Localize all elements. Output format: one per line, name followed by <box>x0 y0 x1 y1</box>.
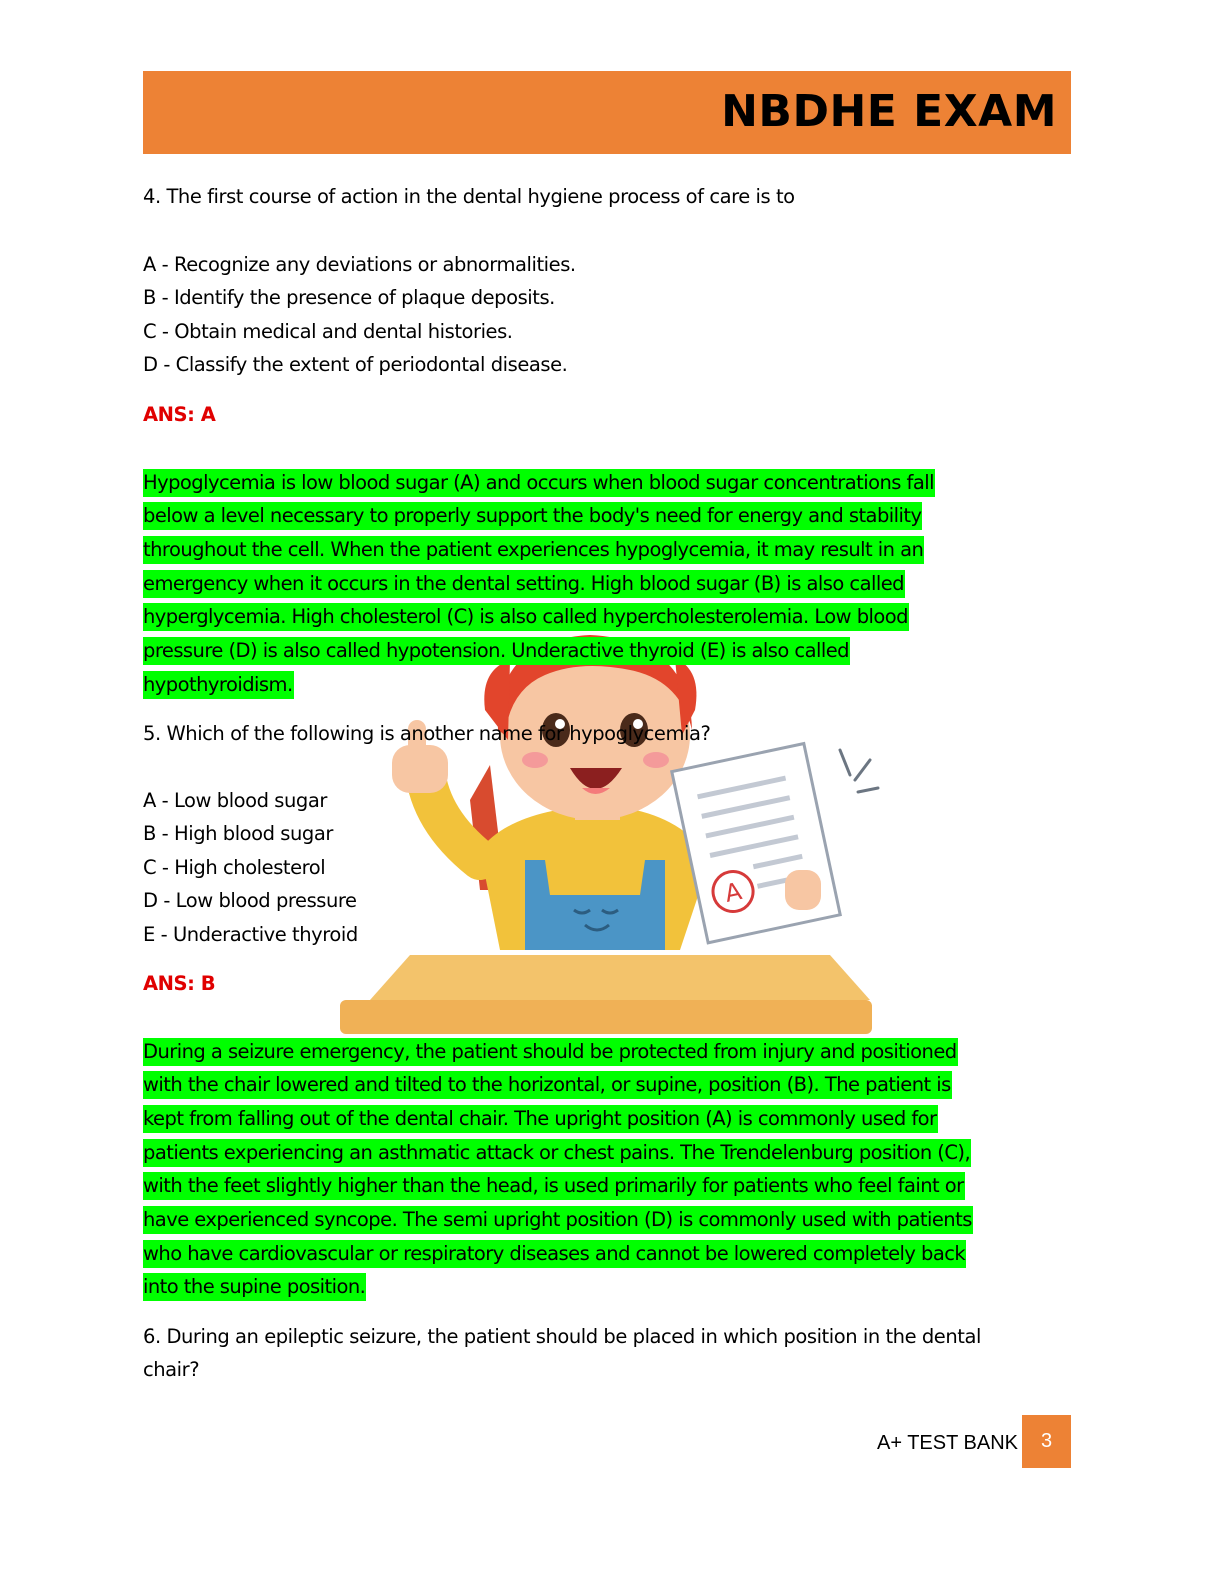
question-6-continued: chair? <box>143 1358 200 1381</box>
question-6: 6. During an epileptic seizure, the patient should be placed in which position in the dental <box>143 1325 981 1348</box>
rationale-line: have experienced syncope. The semi upright position (D) is commonly used with patients <box>143 1206 973 1234</box>
rationale-line: who have cardiovascular or respiratory diseases and cannot be lowered completely back <box>143 1240 966 1268</box>
rationale-line: below a level necessary to properly support the body's need for energy and stability <box>143 502 922 530</box>
rationale-line: throughout the cell. When the patient experiences hypoglycemia, it may result in an <box>143 536 924 564</box>
footer-label: A+ TEST BANK <box>877 1432 1018 1454</box>
option-e: E - Underactive thyroid <box>143 923 358 946</box>
rationale-line: kept from falling out of the dental chair. The upright position (A) is commonly used for <box>143 1105 938 1133</box>
option-a: A - Recognize any deviations or abnormalities. <box>143 253 576 276</box>
header-bar <box>143 71 1071 154</box>
option-a: A - Low blood sugar <box>143 789 327 812</box>
rationale-line: emergency when it occurs in the dental setting. High blood sugar (B) is also called <box>143 570 905 598</box>
question-4: 4. The first course of action in the dental hygiene process of care is to <box>143 185 795 208</box>
rationale-line: with the chair lowered and tilted to the horizontal, or supine, position (B). The patient is <box>143 1071 952 1099</box>
rationale-line: During a seizure emergency, the patient should be protected from injury and positioned <box>143 1038 958 1066</box>
rationale-line: with the feet slightly higher than the head, is used primarily for patients who feel faint or <box>143 1172 965 1200</box>
rationale-line: pressure (D) is also called hypotension. Underactive thyroid (E) is also called <box>143 637 850 665</box>
rationale-line: patients experiencing an asthmatic attack or chest pains. The Trendelenburg position (C), <box>143 1139 971 1167</box>
answer-label: ANS: A <box>143 403 216 426</box>
option-c: C - High cholesterol <box>143 856 326 879</box>
option-c: C - Obtain medical and dental histories. <box>143 320 513 343</box>
rationale-line: hyperglycemia. High cholesterol (C) is also called hypercholesterolemia. Low blood <box>143 603 909 631</box>
option-d: D - Low blood pressure <box>143 889 357 912</box>
grade-mark: A <box>722 877 745 908</box>
option-d: D - Classify the extent of periodontal disease. <box>143 353 568 376</box>
page-number: 3 <box>1022 1415 1071 1468</box>
rationale-line: Hypoglycemia is low blood sugar (A) and occurs when blood sugar concentrations fall <box>143 469 935 497</box>
question-5: 5. Which of the following is another name for hypoglycemia? <box>143 722 711 745</box>
rationale-line: hypothyroidism. <box>143 671 294 699</box>
option-b: B - Identify the presence of plaque deposits. <box>143 286 555 309</box>
kid-illustration <box>330 560 890 1040</box>
option-b: B - High blood sugar <box>143 822 333 845</box>
answer-label: ANS: B <box>143 972 216 995</box>
page-title: NBDHE EXAM <box>721 86 1057 137</box>
rationale-line: into the supine position. <box>143 1273 366 1301</box>
